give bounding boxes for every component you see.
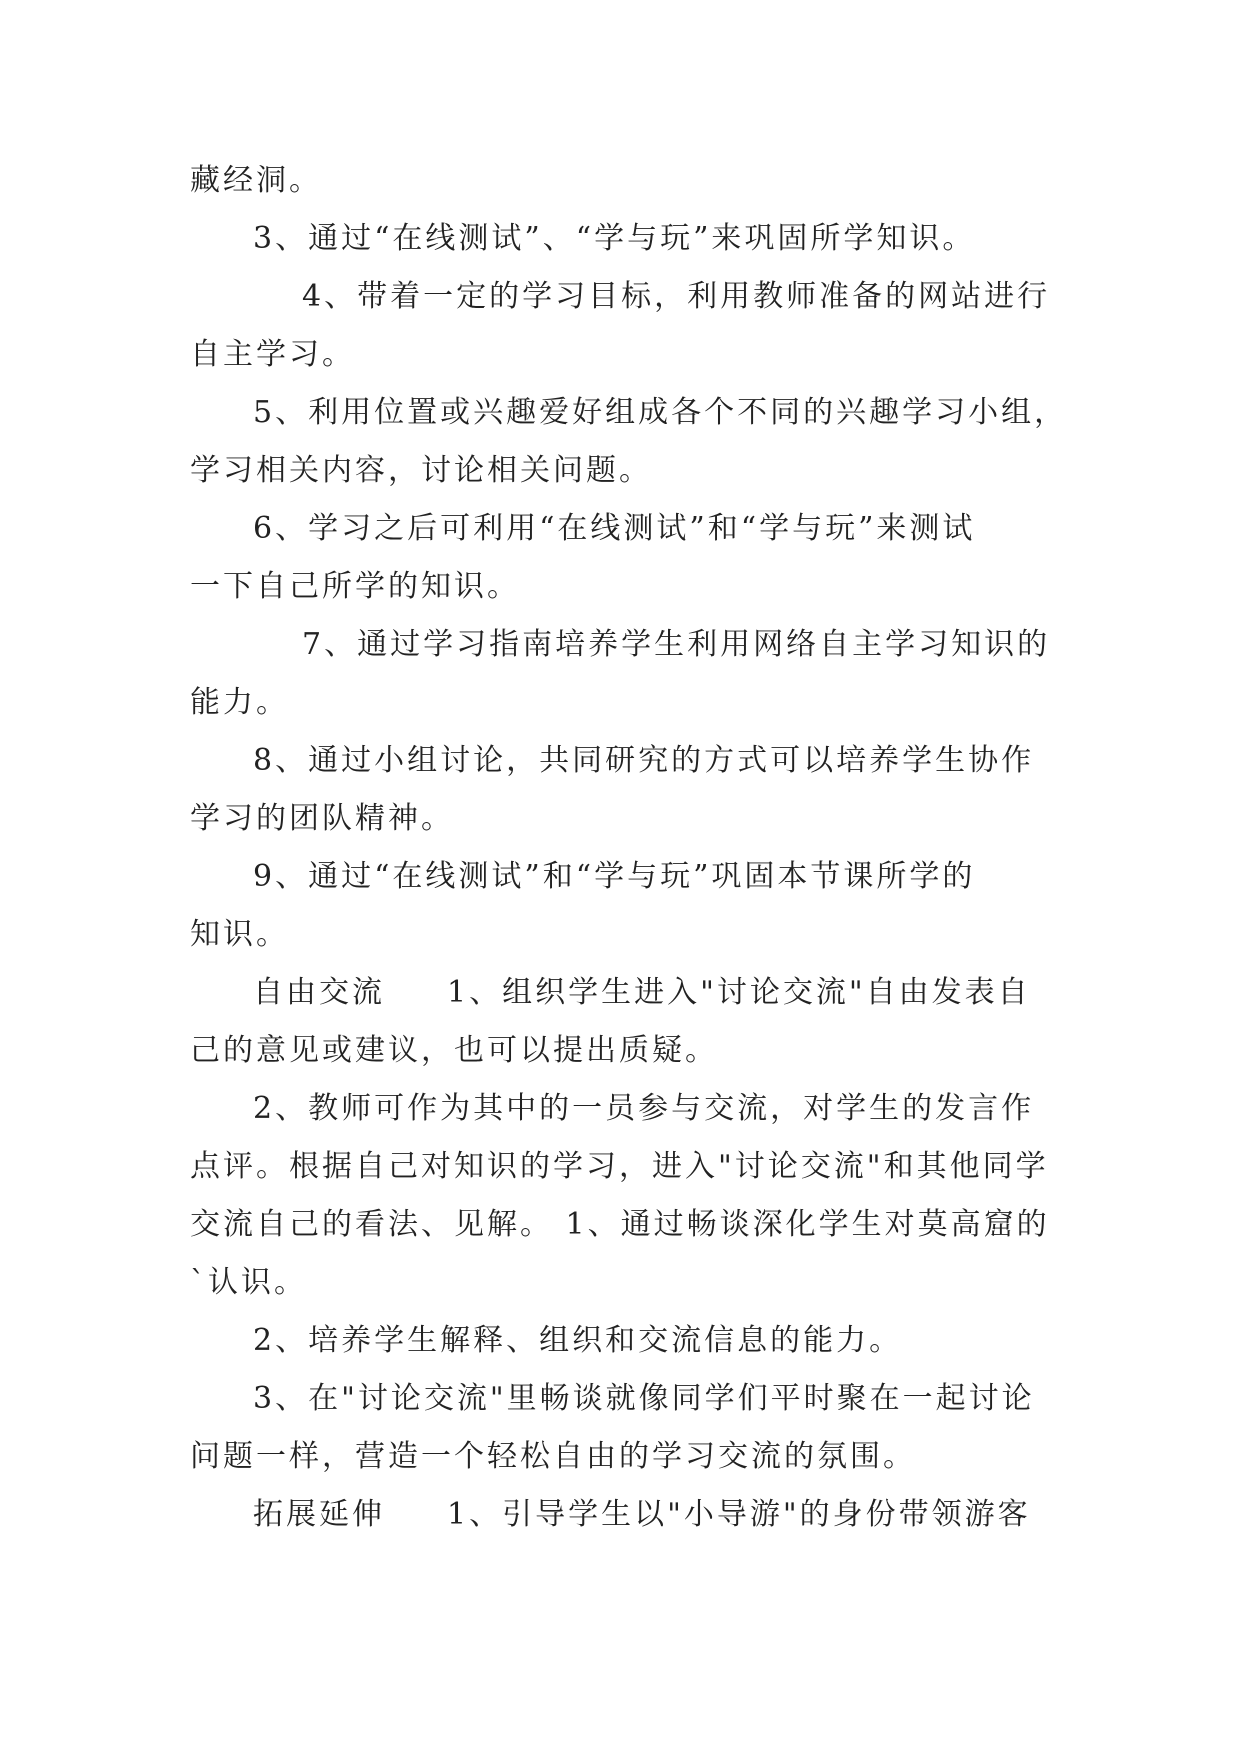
text-line-19: 交流自己的看法、见解。 1、通过畅谈深化学生对莫高窟的 — [190, 1207, 1050, 1242]
text-line-16: 己的意见或建议，也可以提出质疑。 — [190, 1033, 718, 1068]
text-line-22: 3、在"讨论交流"里畅谈就像同学们平时聚在一起讨论 — [253, 1381, 1035, 1416]
section-item-free-exchange-1: 1、组织学生进入"讨论交流"自由发表自 — [447, 975, 1031, 1010]
section-item-extension-1: 1、引导学生以"小导游"的身份带领游客 — [447, 1497, 1031, 1532]
text-line-23: 问题一样，营造一个轻松自由的学习交流的氛围。 — [190, 1439, 916, 1474]
text-line-12: 学习的团队精神。 — [190, 801, 454, 836]
text-line-21: 2、培养学生解释、组织和交流信息的能力。 — [253, 1323, 903, 1358]
text-line-17: 2、教师可作为其中的一员参与交流，对学生的发言作 — [253, 1091, 1035, 1126]
text-line-9: 7、通过学习指南培养学生利用网络自主学习知识的 — [302, 627, 1051, 662]
text-line-14: 知识。 — [190, 917, 289, 952]
text-line-15 — [253, 973, 1031, 1013]
text-line-7: 6、学习之后可利用“在线测试”和“学与玩”来测试 — [253, 511, 976, 546]
text-line-13: 9、通过“在线测试”和“学与玩”巩固本节课所学的 — [253, 859, 976, 894]
text-line-18: 点评。根据自己对知识的学习，进入"讨论交流"和其他同学 — [190, 1149, 1049, 1184]
text-line-20: `认识。 — [190, 1265, 307, 1300]
text-line-6: 学习相关内容，讨论相关问题。 — [190, 453, 652, 488]
text-line-5: 5、利用位置或兴趣爱好组成各个不同的兴趣学习小组， — [253, 395, 1068, 430]
text-line-3: 4、带着一定的学习目标，利用教师准备的网站进行 — [302, 279, 1051, 314]
text-line-4: 自主学习。 — [190, 337, 355, 372]
section-heading-extension: 拓展延伸 — [253, 1497, 385, 1532]
text-line-24 — [253, 1495, 1031, 1535]
text-line-2: 3、通过“在线测试”、“学与玩”来巩固所学知识。 — [253, 221, 976, 256]
text-line-1: 藏经洞。 — [190, 163, 322, 198]
section-heading-free-exchange: 自由交流 — [253, 975, 385, 1010]
text-line-11: 8、通过小组讨论，共同研究的方式可以培养学生协作 — [253, 743, 1035, 778]
text-line-8: 一下自己所学的知识。 — [190, 569, 520, 604]
text-line-10: 能力。 — [190, 685, 289, 720]
